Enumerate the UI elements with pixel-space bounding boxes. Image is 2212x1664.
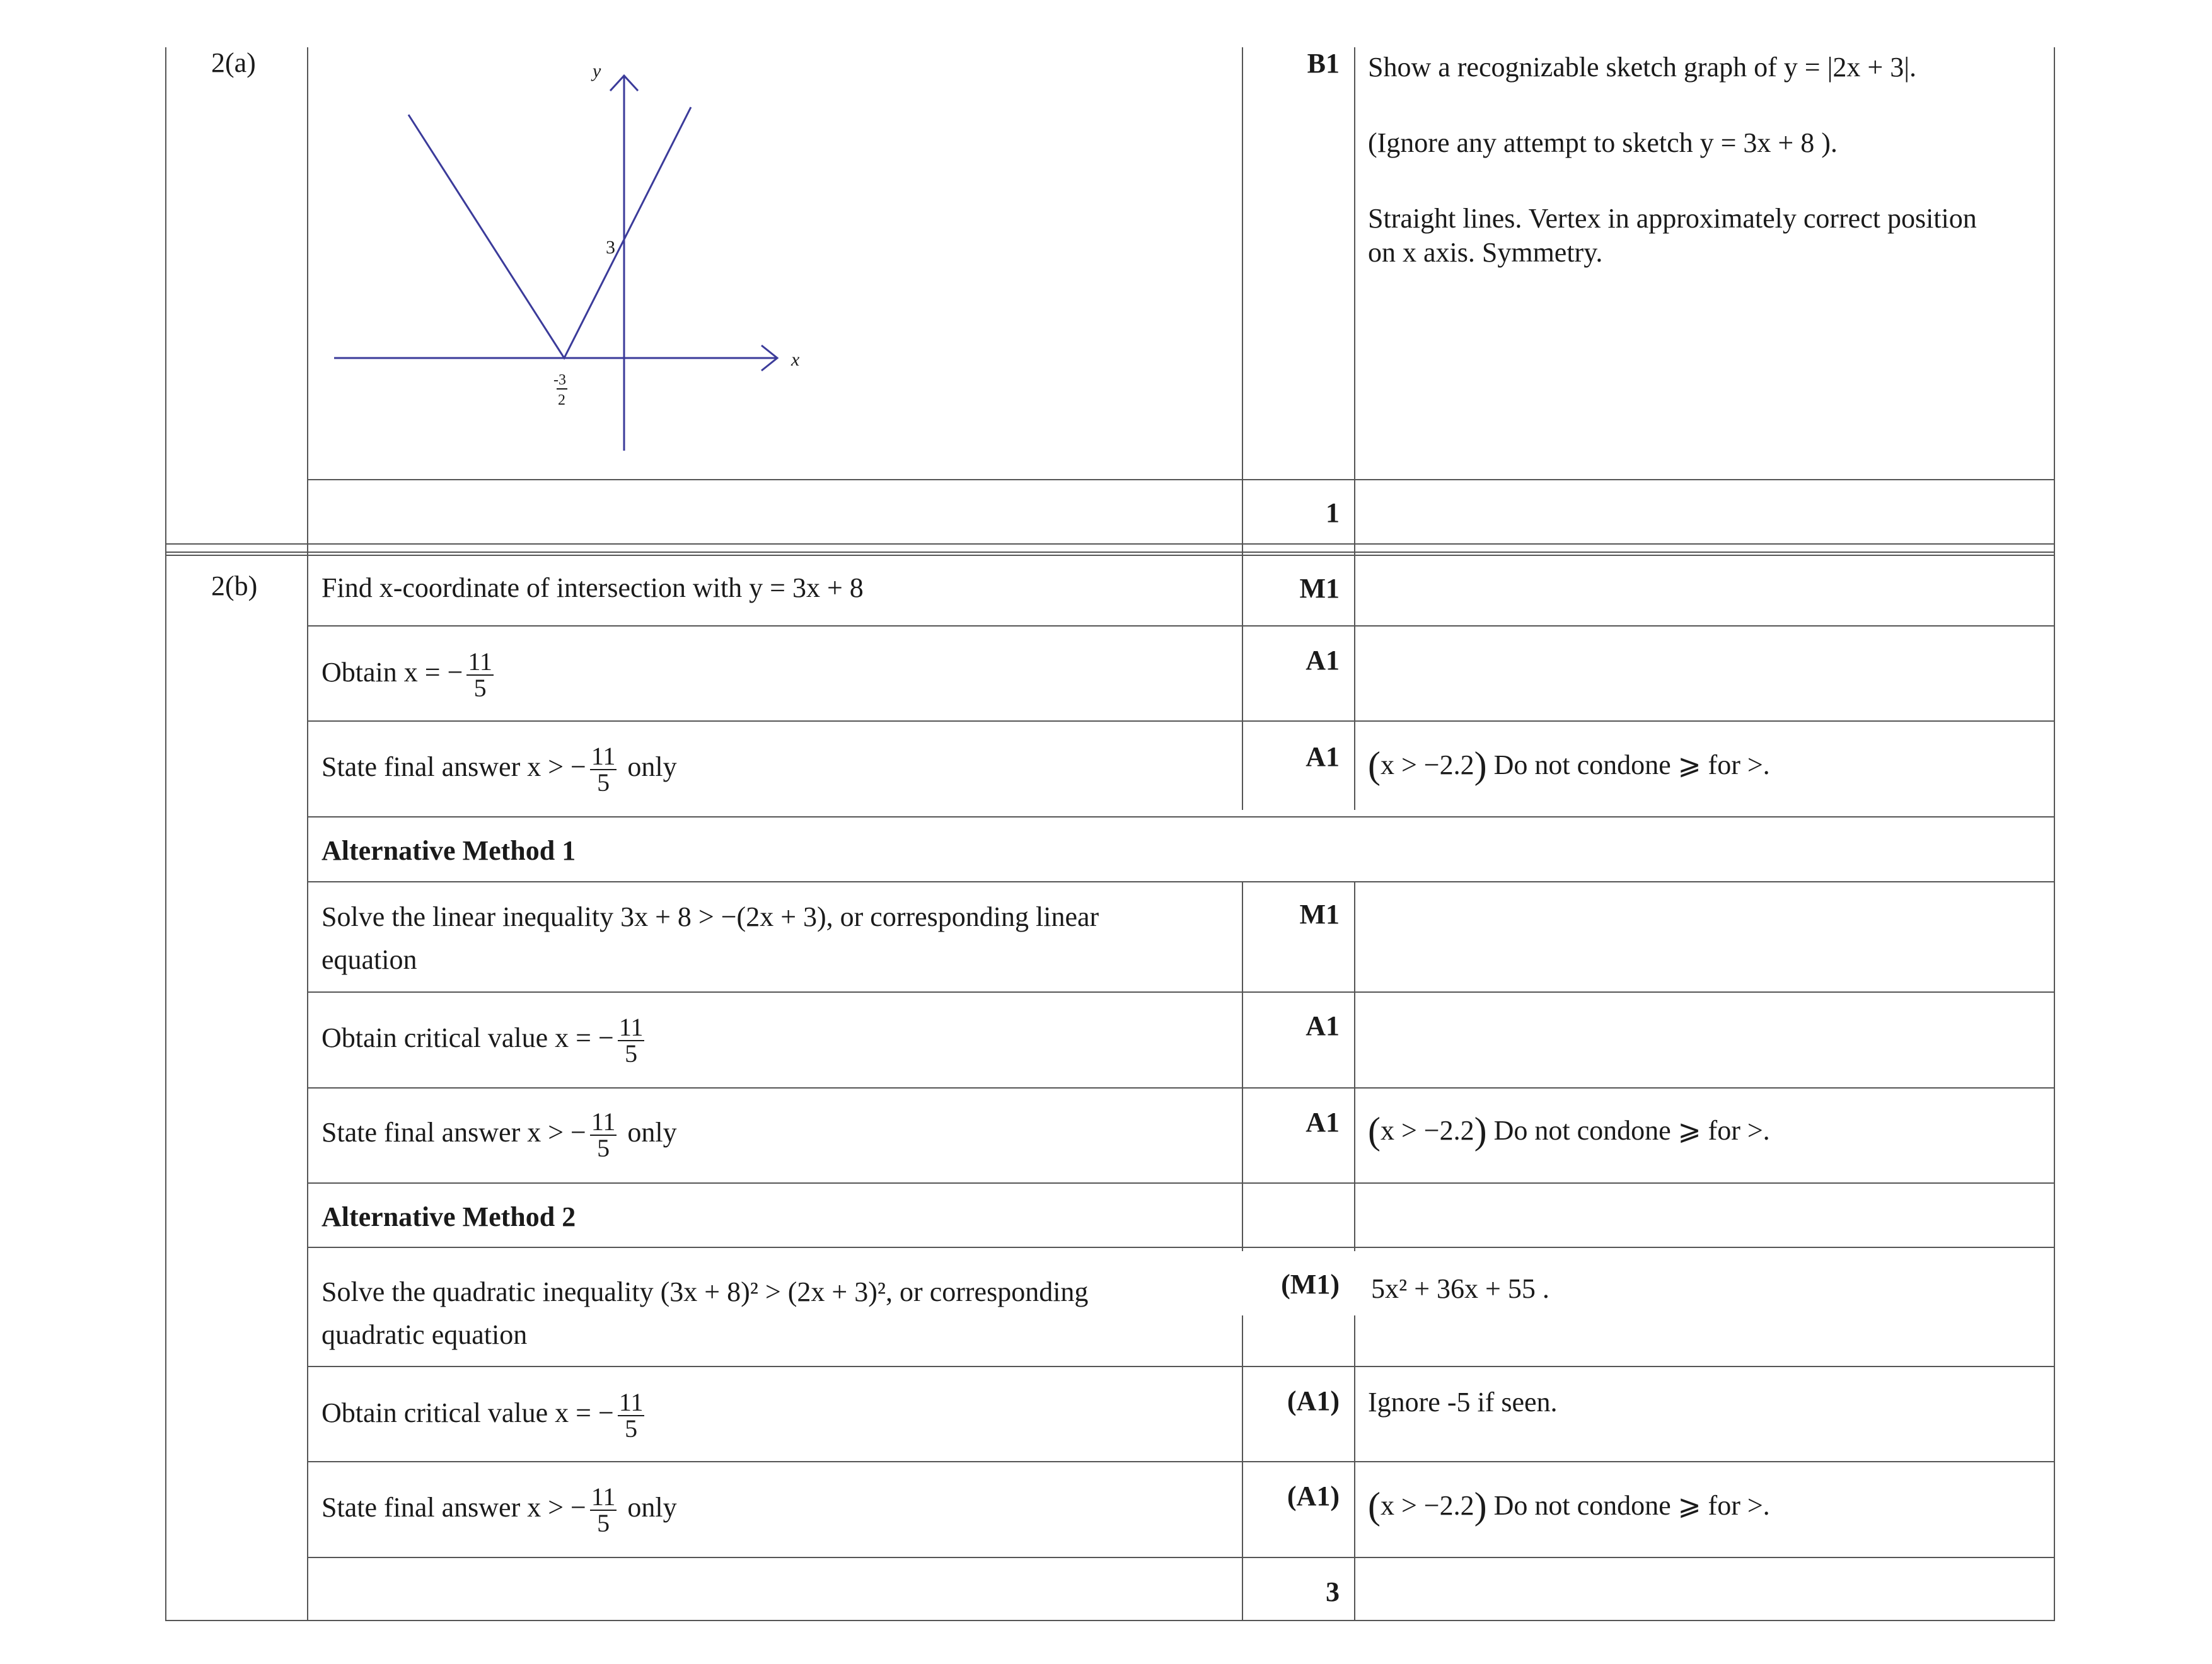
rule bbox=[307, 1182, 2055, 1184]
alt-method-1-heading: Alternative Method 1 bbox=[321, 835, 576, 866]
fraction: $\frac{11}{5}$ bbox=[591, 1107, 616, 1162]
rule bbox=[307, 720, 2055, 722]
step-text: State final answer x > − bbox=[321, 1492, 586, 1523]
rule bbox=[165, 552, 2055, 553]
rule bbox=[165, 555, 2055, 556]
rule bbox=[307, 816, 2055, 818]
step-text: Obtain critical value x = − bbox=[321, 1022, 614, 1054]
alt-method-2-heading: Alternative Method 2 bbox=[321, 1201, 576, 1232]
note-alt2-row2: Ignore -5 if seen. bbox=[1368, 1387, 1558, 1418]
rule bbox=[1354, 47, 1355, 810]
mark-alt1-row2: A1 bbox=[1306, 1010, 1340, 1041]
step-text-post: only bbox=[620, 751, 677, 783]
fraction: $\frac{11}{5}$ bbox=[468, 647, 492, 702]
note-text: Do not condone ⩾ for >. bbox=[1486, 1490, 1770, 1521]
rule bbox=[2054, 47, 2055, 1620]
y-axis-label: y bbox=[593, 61, 601, 81]
note-2a-line1: Show a recognizable sketch graph of y = |2x + 3|. bbox=[1368, 52, 1917, 83]
question-label-2a: 2(a) bbox=[211, 47, 256, 78]
mark-alt2-row1: (M1) bbox=[1281, 1269, 1340, 1300]
rule bbox=[307, 991, 2055, 993]
rule bbox=[1354, 1315, 1355, 1620]
step-find-intersection: Find x-coordinate of intersection with y = 3x + 8 bbox=[321, 572, 864, 603]
rule bbox=[307, 1087, 2055, 1089]
step-text: Obtain critical value x = − bbox=[321, 1397, 614, 1429]
mark-alt2-row2: (A1) bbox=[1287, 1385, 1340, 1416]
rule bbox=[307, 1366, 2055, 1367]
rule bbox=[307, 47, 308, 1620]
note-paren-text: x > −2.2 bbox=[1380, 1490, 1474, 1521]
rule bbox=[1242, 1315, 1243, 1620]
mark-alt2-row3: (A1) bbox=[1287, 1481, 1340, 1511]
alt1-step-solve-line1: Solve the linear inequality 3x + 8 > −(2x + 3), or corresponding linear bbox=[321, 901, 1099, 932]
total-2b: 3 bbox=[1326, 1576, 1340, 1607]
step-text: Obtain x = − bbox=[321, 657, 463, 688]
mark-row1: M1 bbox=[1299, 573, 1340, 604]
step-text-post: only bbox=[620, 1117, 677, 1148]
rule bbox=[307, 625, 2055, 627]
total-2a: 1 bbox=[1326, 497, 1340, 528]
fraction: $\frac{11}{5}$ bbox=[618, 1388, 644, 1443]
note-alt2-row3: (x > −2.2) Do not condone ⩾ for >. bbox=[1368, 1485, 1770, 1527]
note-text: Do not condone ⩾ for >. bbox=[1486, 1115, 1770, 1146]
note-2a-line2: (Ignore any attempt to sketch y = 3x + 8 ). bbox=[1368, 127, 1838, 158]
alt2-step-solve-line2: quadratic equation bbox=[321, 1319, 528, 1350]
step-obtain-x bbox=[321, 649, 497, 701]
alt1-step-solve-line2: equation bbox=[321, 944, 417, 975]
note-paren-text: x > −2.2 bbox=[1380, 1115, 1474, 1146]
note-2a-line4: on x axis. Symmetry. bbox=[1368, 237, 1603, 268]
note-text: Do not condone ⩾ for >. bbox=[1486, 749, 1770, 780]
alt2-step-final bbox=[321, 1484, 677, 1536]
note-alt2-row1: 5x² + 36x + 55 . bbox=[1371, 1273, 1549, 1304]
x-axis-label: x bbox=[791, 349, 800, 370]
vertex-label-num: -3 bbox=[553, 372, 566, 388]
step-text-post: only bbox=[620, 1492, 677, 1523]
mark-2a: B1 bbox=[1307, 48, 1340, 79]
rule bbox=[307, 1557, 2055, 1558]
mark-alt1-row3: A1 bbox=[1306, 1107, 1340, 1138]
mark-alt1-row1: M1 bbox=[1299, 899, 1340, 930]
rule bbox=[165, 1620, 2055, 1621]
rule bbox=[307, 881, 2055, 882]
y-intercept-label: 3 bbox=[606, 237, 615, 258]
note-row3: (x > −2.2) Do not condone ⩾ for >. bbox=[1368, 744, 1770, 786]
mark-row2: A1 bbox=[1306, 645, 1340, 676]
vertex-label-den: 2 bbox=[558, 392, 565, 408]
fraction: $\frac{11}{5}$ bbox=[591, 1482, 616, 1537]
mark-row3: A1 bbox=[1306, 741, 1340, 772]
rule bbox=[1242, 47, 1243, 810]
rule bbox=[307, 1461, 2055, 1462]
rule bbox=[165, 47, 166, 1620]
alt1-step-final bbox=[321, 1109, 677, 1161]
step-final-answer bbox=[321, 744, 677, 795]
fraction: $\frac{11}{5}$ bbox=[591, 742, 616, 797]
abs-graph-line bbox=[408, 107, 691, 358]
rule bbox=[165, 543, 2055, 545]
step-text: State final answer x > − bbox=[321, 1117, 586, 1148]
note-2a-line3: Straight lines. Vertex in approximately correct position bbox=[1368, 203, 1977, 234]
alt2-step-solve-line1: Solve the quadratic inequality (3x + 8)² > (2x + 3)², or corresponding bbox=[321, 1276, 1089, 1307]
step-text: State final answer x > − bbox=[321, 751, 586, 783]
note-paren-text: x > −2.2 bbox=[1380, 749, 1474, 780]
rule bbox=[1242, 881, 1243, 1251]
fraction: $\frac{11}{5}$ bbox=[618, 1013, 644, 1068]
alt2-step-critical bbox=[321, 1390, 648, 1442]
rule bbox=[1354, 881, 1355, 1251]
question-label-2b: 2(b) bbox=[211, 570, 258, 601]
note-alt1-row3: (x > −2.2) Do not condone ⩾ for >. bbox=[1368, 1110, 1770, 1152]
rule bbox=[307, 479, 2055, 480]
graph-sketch bbox=[315, 57, 883, 460]
alt1-step-critical bbox=[321, 1015, 648, 1066]
rule bbox=[307, 1247, 2055, 1248]
